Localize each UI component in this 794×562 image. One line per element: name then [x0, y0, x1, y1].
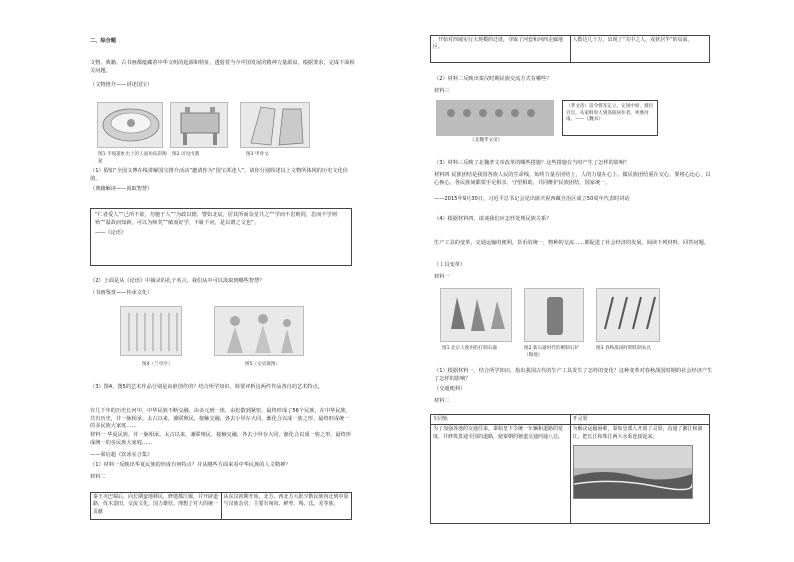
table-cell: 从东汉初期开始，北方、西北方大批少数民族内迁到中原与汉族杂居，主要有匈奴、鲜卑、羯、氐、羌等族。: [221, 493, 352, 520]
qin-han-table: [90, 492, 352, 520]
transport-table: [430, 414, 710, 524]
material-4-text: 材料四 民族团结是我国各族人民的生命线。始终力量在团结上，人的力量在心上。做民族团结重在交心，要将心比心，以心换心。各民族间都要手足相亲，守望相助，共同维护民族团结，国家统一。: [434, 172, 711, 186]
oracle-bone-image: [240, 102, 310, 148]
stone-relief-icon: [437, 101, 554, 136]
section-label-tools: （工具变革）: [434, 262, 466, 268]
relief-caption: 《北魏孝文帝》: [470, 138, 503, 143]
material-2-label: 材料二: [90, 474, 106, 480]
table-header-cell: 车同轨: [431, 415, 571, 425]
canal-photo: [573, 445, 693, 499]
figure-4-caption: 图4（兰亭序）: [142, 362, 173, 367]
section-label-classics: （典籍解读——汲取智慧）: [90, 186, 153, 192]
table-row: [431, 36, 710, 63]
question-7: （4）根据材料四，谈谈我们应怎样处理民族关系？: [434, 216, 552, 222]
painting-image: [214, 306, 304, 356]
calligraphy-image: [120, 306, 182, 356]
question-3: （3）图4、图5的艺术作品分别是由谁创作的？结合所学知识，简要评析这两件作品各自的艺术特点。: [90, 384, 323, 390]
tool-figure-1-caption: 图1 北京人使用的打制石器: [442, 346, 497, 351]
question-4: （1）材料一反映出华夏民族的形成有何特点？并从哪些方面来看中华民族的人文精神？: [90, 462, 291, 468]
quote-text: “仁者爱人”“己所不欲，勿施于人”“为政以德，譬如北辰，居其所而众星共之”“学而不思则罔，思而不学则殆”“温故而知新，可以为师矣”“敏而好学，不耻下问，是以谓之文也”。: [95, 212, 337, 226]
section-heading: 二、综合题: [90, 38, 116, 44]
figures-painting-icon: [215, 307, 304, 356]
continued-table: [430, 35, 710, 63]
figure-5-caption: 图5（女史箴图）: [245, 362, 281, 367]
analects-quote-box: [90, 208, 352, 266]
tool-figure-2-caption: 图2 新石器时代的磨制石铲（陶地）: [524, 346, 579, 358]
stone-tools-image: [440, 288, 512, 342]
question-1: （1）假如“全国文博在线讲解国宝推介活动”邀请你为“国宝讲述人”，请你分别简述以上文物所体现的历史文化价值。: [90, 168, 348, 182]
material-1-source: ——梁启超《饮冰室合集》: [90, 452, 153, 458]
stone-shovel-icon: [525, 289, 584, 342]
oracle-bone-icon: [241, 103, 310, 148]
pottery-basin-icon: [98, 103, 163, 148]
question-5: （2）材料二反映出秦汉时期民族交流方式有哪些？: [434, 76, 552, 82]
table-header-cell: 开灵渠: [570, 415, 710, 425]
material-6-label: 材料二: [434, 398, 450, 404]
calligraphy-icon: [121, 307, 182, 356]
section-label-transport: （交通便利）: [434, 386, 466, 392]
table-row: [91, 493, 352, 520]
ethnic-integration-paragraph: 在几千年的历史长河中，中华民族不断交融，由多元到一体，由松散到紧密，最终形成了56个民族，在中华民族，共有历史，并一脉相承。太古以来，兼联殖民，接触交融，各去小异存大同，渐化合以成一族之形，最终形成统一的多民族大家庭……: [90, 408, 351, 430]
table-cell: 秦王灭巴蜀后，向长期蛮地移民，修建都江堰，并开辟道路，伐木造田，交流文化。国力雄厚。理想了对大的统一贡献: [91, 493, 222, 520]
table-cell: 为了加强各地的交通往来，秦始皇下令统一车辆和道路的宽度，并修筑贯通全国的道路，使秦朝的驰道交通四通八达。: [431, 425, 571, 524]
wei-shu-text-box: （孝文帝）诏令将军定立，定国中原，群臣百官，从家鲜卑人到洛阳居住者，死葬河南。——《魏书》: [562, 100, 658, 136]
material-5-label: 材料一: [434, 274, 450, 280]
table-cell: ，开始对西域实行大规模的迁徙，夺取了河套和河西走廊地区。: [431, 36, 571, 63]
question-6: （3）材料三反映了北魏孝文帝改革的哪些措施？这些措施在当时产生了怎样的影响？: [434, 160, 630, 166]
canal-landscape-icon: [574, 446, 692, 498]
figure-2-caption: 图2 司母戊鼎: [172, 152, 200, 157]
material-3-label: 材料三: [434, 88, 450, 94]
question-8: （1）根据材料一，结合所学知识，指出我国古代的生产工具发生了怎样的变化？这种变革对春秋战国时期的社会经济产生了怎样的影响？: [434, 368, 713, 382]
lingqu-text: 为解决运输困难，秦始皇派人开凿了灵渠，沟通了湘江和漓江，把长江和珠江两大水系连接起来。: [572, 426, 703, 440]
stone-shovel-image: [524, 288, 584, 342]
table-cell: [570, 425, 710, 524]
economy-paragraph: 生产工具的变革，交通运输的便利，货币的统一，物种的交流……都促进了社会经济的发展。阅读下列材料，回答问题。: [434, 240, 709, 246]
quote-source: ——《论语》: [95, 230, 127, 237]
iron-tools-image: [596, 288, 660, 342]
figure-1-caption: 图1 半坡遗址出土的人面鱼纹彩陶盆: [98, 152, 167, 164]
flint-tool-icon: [441, 289, 512, 342]
tool-figure-3-caption: 图3 春秋战国时期铁制农具: [596, 346, 651, 351]
question-2: （2）上面是从《论语》中摘录的孔子名言，我们从中可以汲取到哪些智慧？: [90, 278, 265, 284]
section-label-painting: （书画鉴赏——传承文化）: [90, 290, 153, 296]
ding-cauldron-image: [170, 102, 228, 148]
material-4-source: ——2015年9月30日，习近平总书记会见出席庆祝西藏自治区成立50周年代表时讲话: [434, 196, 630, 202]
ding-cauldron-icon: [171, 103, 228, 148]
relief-image: [436, 100, 554, 136]
table-cell: 人数达几十万，出现了“关中之人，戎狄居半”的局面。: [570, 36, 710, 63]
section-label-artifacts: （文物推介——讲述国宝）: [90, 82, 153, 88]
table-row: [431, 425, 710, 524]
table-row: [431, 415, 710, 425]
iron-plow-icon: [597, 289, 660, 342]
intro-paragraph: 文物、典籍、古书画都蕴藏着中华文明的起源和特征，透射着当今中国发展的精神力量源泉。根据要求，完成下面相关问题。: [90, 60, 355, 74]
material-1-text: 材料一 华夏民族，并一脉相承。太古以来，兼联殖民，接触交融，各去小异存大同，渐化合以成一族之形，最终形成统一的多民族大家庭……: [90, 432, 352, 446]
figure-3-caption: 图3 甲骨文: [246, 152, 269, 157]
pottery-basin-image: [97, 102, 163, 148]
